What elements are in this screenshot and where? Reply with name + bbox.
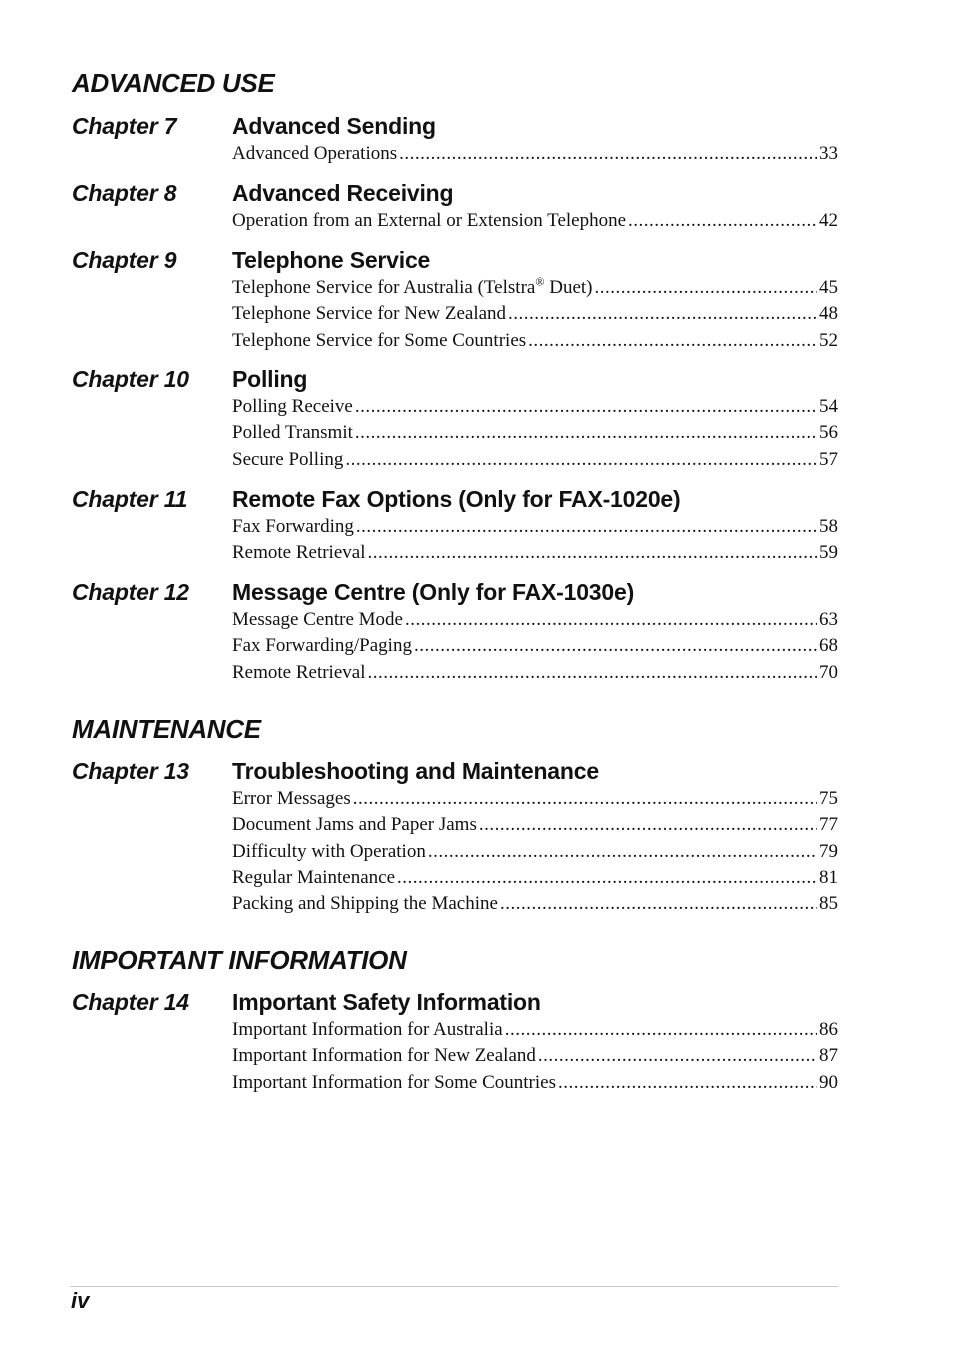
entry-page-number: 42	[819, 210, 838, 231]
entry-text: Message Centre Mode	[232, 609, 403, 630]
chapter-13	[72, 758, 838, 919]
toc-entry[interactable]	[232, 143, 838, 169]
chapter-title: Advanced Receiving	[232, 180, 454, 206]
toc-entry[interactable]	[232, 1072, 838, 1098]
section-maintenance	[72, 714, 838, 744]
toc-entry[interactable]	[232, 814, 838, 840]
chapter-title: Important Safety Information	[232, 989, 541, 1015]
entry-text: Error Messages	[232, 788, 351, 809]
entry-text: Remote Retrieval	[232, 661, 366, 683]
chapter-title: Polling	[232, 366, 308, 392]
entry-page-number: 59	[819, 542, 838, 564]
toc-entry[interactable]	[232, 893, 838, 919]
entry-page-number: 58	[819, 516, 838, 537]
toc-entry[interactable]	[232, 303, 838, 329]
entry-page-number: 56	[819, 422, 838, 444]
dot-leader	[428, 841, 817, 863]
toc-entry[interactable]	[232, 449, 838, 475]
entry-page-number: 52	[819, 329, 838, 351]
dot-leader	[528, 330, 817, 352]
dot-leader	[405, 609, 817, 631]
toc-entry[interactable]	[232, 635, 838, 661]
toc-entry[interactable]	[232, 396, 838, 422]
chapter-title: Troubleshooting and Maintenance	[232, 758, 599, 784]
section-title: ADVANCED USE	[72, 68, 275, 98]
entry-page-number: 87	[819, 1045, 838, 1067]
entry-text: Secure Polling	[232, 448, 344, 470]
entry-page-number: 85	[819, 893, 838, 915]
chapter-12	[72, 579, 838, 688]
chapter-label: Chapter 7	[72, 113, 177, 139]
toc-entry[interactable]	[232, 841, 838, 867]
dot-leader	[505, 1019, 817, 1041]
toc-entry[interactable]	[232, 1045, 838, 1071]
chapter-9	[72, 247, 838, 356]
entry-page-number: 75	[819, 788, 838, 809]
chapter-label: Chapter 14	[72, 989, 189, 1015]
entry-text: Important Information for Australia	[232, 1019, 503, 1040]
entry-page-number: 79	[819, 840, 838, 862]
section-important-information	[72, 945, 838, 975]
entry-page-number: 90	[819, 1071, 838, 1093]
dot-leader	[594, 277, 817, 299]
entry-text: Polled Transmit	[232, 422, 353, 444]
entry-page-number: 45	[819, 277, 838, 298]
chapter-label: Chapter 13	[72, 758, 189, 784]
entry-page-number: 48	[819, 303, 838, 325]
entry-text: Difficulty with Operation	[232, 840, 426, 862]
entry-text: Document Jams and Paper Jams	[232, 814, 477, 836]
dot-leader	[628, 210, 817, 232]
dot-leader	[356, 516, 817, 538]
footer-divider	[70, 1286, 838, 1287]
toc-entry[interactable]	[232, 867, 838, 893]
entry-text: Important Information for Some Countries	[232, 1071, 556, 1093]
entry-text: Packing and Shipping the Machine	[232, 893, 498, 915]
section-advanced-use	[72, 68, 838, 98]
dot-leader	[355, 422, 817, 444]
chapter-11	[72, 486, 838, 569]
dot-leader	[414, 635, 817, 657]
entry-page-number: 63	[819, 609, 838, 630]
chapter-label: Chapter 10	[72, 366, 189, 392]
chapter-label: Chapter 11	[72, 486, 188, 512]
entry-page-number: 81	[819, 866, 838, 888]
entry-page-number: 68	[819, 635, 838, 657]
toc-entry[interactable]	[232, 609, 838, 635]
section-title: MAINTENANCE	[72, 714, 261, 744]
chapter-label: Chapter 12	[72, 579, 189, 605]
chapter-title: Message Centre (Only for FAX-1030e)	[232, 579, 635, 605]
section-title: IMPORTANT INFORMATION	[72, 945, 407, 975]
entry-text: Operation from an External or Extension Telephone	[232, 210, 627, 231]
toc-entry[interactable]	[232, 788, 838, 814]
toc-entry[interactable]	[232, 210, 838, 236]
chapter-7	[72, 113, 838, 169]
dot-leader	[508, 303, 817, 325]
chapter-10	[72, 366, 838, 475]
entry-text: Remote Retrieval	[232, 542, 366, 564]
toc-entry[interactable]	[232, 1019, 838, 1045]
chapter-14	[72, 989, 838, 1098]
toc-entry[interactable]	[232, 422, 838, 448]
dot-leader	[367, 662, 817, 684]
toc-entry[interactable]	[232, 274, 838, 303]
toc-entry[interactable]	[232, 662, 838, 688]
entry-page-number: 54	[819, 396, 838, 417]
dot-leader	[538, 1045, 817, 1067]
dot-leader	[355, 396, 817, 418]
chapter-8	[72, 180, 838, 236]
footer-page-number: iv	[71, 1288, 90, 1313]
entry-text: Important Information for New Zealand	[232, 1045, 536, 1067]
toc-entry[interactable]	[232, 330, 838, 356]
entry-page-number: 57	[819, 448, 838, 470]
chapter-title: Telephone Service	[232, 247, 431, 273]
chapter-title: Advanced Sending	[232, 113, 436, 139]
entry-text: Regular Maintenance	[232, 866, 396, 888]
registered-mark: ®	[535, 274, 545, 289]
entry-page-number: 70	[819, 661, 838, 683]
dot-leader	[397, 867, 817, 889]
dot-leader	[558, 1072, 817, 1094]
entry-page-number: 33	[819, 143, 838, 164]
entry-text: Advanced Operations	[232, 143, 398, 164]
dot-leader	[399, 143, 817, 165]
dot-leader	[345, 449, 817, 471]
entry-text: Telephone Service for Some Countries	[232, 329, 527, 351]
entry-text: Telephone Service for New Zealand	[232, 303, 507, 325]
toc-entry[interactable]	[232, 516, 838, 542]
entry-page-number: 86	[819, 1019, 838, 1040]
entry-text: Fax Forwarding/Paging	[232, 635, 412, 657]
chapter-label: Chapter 9	[72, 247, 177, 273]
entry-text: Fax Forwarding	[232, 516, 354, 537]
dot-leader	[500, 893, 817, 915]
dot-leader	[479, 814, 817, 836]
chapter-label: Chapter 8	[72, 180, 177, 206]
entry-text: Polling Receive	[232, 396, 353, 417]
entry-page-number: 77	[819, 814, 838, 836]
toc-entry[interactable]	[232, 542, 838, 568]
chapter-title: Remote Fax Options (Only for FAX-1020e)	[232, 486, 681, 512]
entry-text: Telephone Service for Australia (Telstra® Duet)	[232, 274, 593, 298]
dot-leader	[353, 788, 817, 810]
dot-leader	[367, 542, 817, 564]
